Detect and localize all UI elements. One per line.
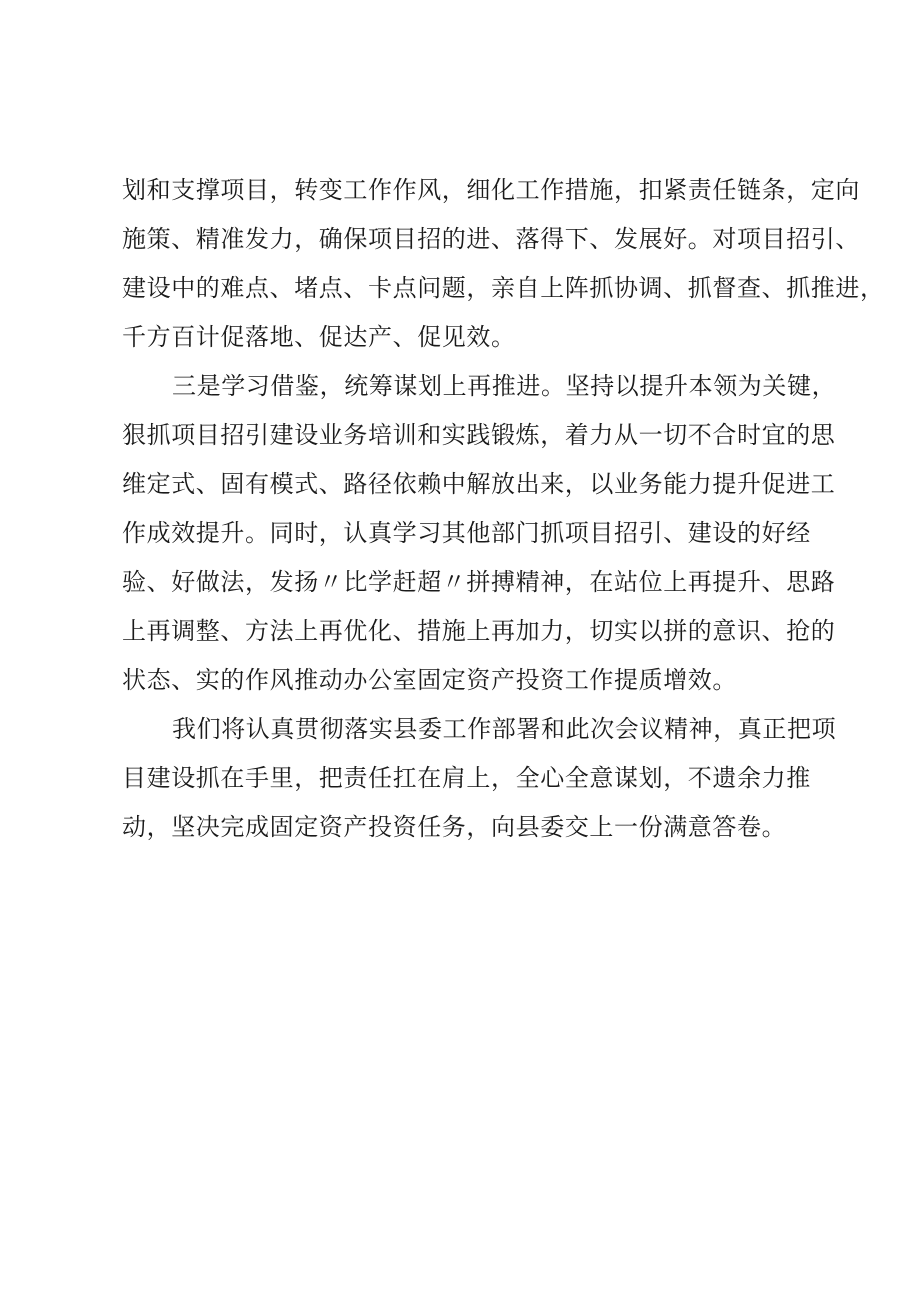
text-line: 作成效提升。同时，认真学习其他部门抓项目招引、建设的好经 xyxy=(122,519,811,547)
text-line: 动，坚决完成固定资产投资任务，向县委交上一份满意答卷。 xyxy=(122,813,787,841)
text-line: 状态、实的作风推动办公室固定资产投资工作提质增效。 xyxy=(122,666,737,694)
text-line: 上再调整、方法上再优化、措施上再加力，切实以拼的意识、抢的 xyxy=(122,617,836,645)
text-line: 划和支撑项目，转变工作作风，细化工作措施，扣紧责任链条，定向 xyxy=(122,176,860,204)
text-line: 建设中的难点、堵点、卡点问题，亲自上阵抓协调、抓督查、抓推进， xyxy=(122,274,885,302)
text-line: 验、好做法，发扬〃比学赶超〃拼搏精神，在站位上再提升、思路 xyxy=(122,568,836,596)
text-line: 目建设抓在手里，把责任扛在肩上，全心全意谋划，不遗余力推 xyxy=(122,764,811,792)
paragraph-start-line: 三是学习借鉴，统筹谋划上再推进。坚持以提升本领为关键， xyxy=(172,372,837,400)
paragraph-start-line: 我们将认真贯彻落实县委工作部署和此次会议精神，真正把项 xyxy=(172,715,837,743)
text-line: 狠抓项目招引建设业务培训和实践锻炼，着力从一切不合时宜的思 xyxy=(122,421,836,449)
text-line: 千方百计促落地、促达产、促见效。 xyxy=(122,323,516,351)
text-line: 施策、精准发力，确保项目招的进、落得下、发展好。对项目招引、 xyxy=(122,225,860,253)
text-line: 维定式、固有模式、路径依赖中解放出来，以业务能力提升促进工 xyxy=(122,470,836,498)
